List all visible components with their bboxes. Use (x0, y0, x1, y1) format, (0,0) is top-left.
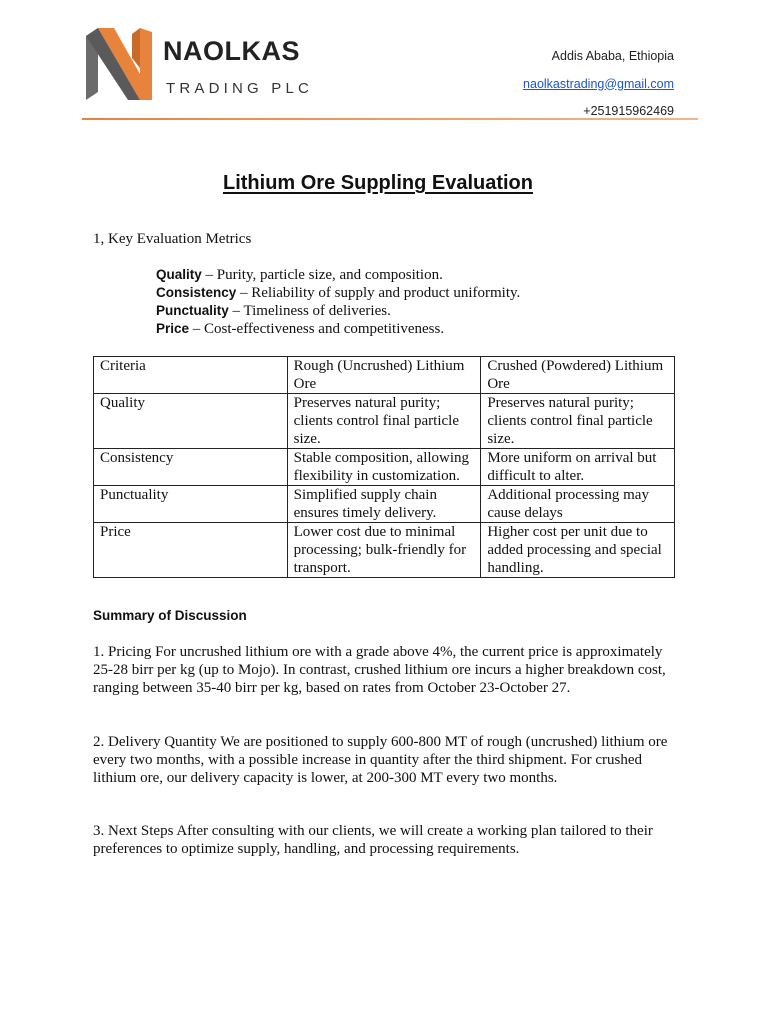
metric-term: Punctuality (156, 303, 229, 318)
table-cell: More uniform on arrival but difficult to alter. (481, 449, 675, 486)
metric-desc: – Timeliness of deliveries. (228, 303, 391, 319)
metric-item (156, 266, 520, 284)
metric-term: Price (156, 321, 190, 336)
table-row (94, 394, 675, 449)
table-cell: Price (94, 523, 288, 578)
metrics-heading: 1, Key Evaluation Metrics (93, 231, 252, 247)
table-row (94, 523, 675, 578)
metric-item (156, 320, 520, 338)
paragraph-next-steps: 3. Next Steps After consulting with our clients, we will create a working plan tailored to their preferences to optimize supply, handling, and processing requirements. (93, 823, 653, 857)
table-header-cell: Rough (Uncrushed) Lithium Ore (287, 357, 481, 394)
table-cell: Higher cost per unit due to added processing and special handling. (481, 523, 675, 578)
table-cell: Additional processing may cause delays (481, 486, 675, 523)
paragraph-pricing: 1. Pricing For uncrushed lithium ore with a grade above 4%, the current price is approximately 25-28 birr per kg (up to Mojo). In contrast, crushed lithium ore incurs a higher breakdown cost, ranging between 35-40 birr per kg, based on rates from October 23-October 27. (93, 644, 666, 696)
table-row (94, 449, 675, 486)
table-cell: Stable composition, allowing flexibility in customization. (287, 449, 481, 486)
phone: +251915962469 (583, 104, 674, 118)
table-cell: Quality (94, 394, 288, 449)
email-link[interactable]: naolkastrading@gmail.com (523, 76, 674, 91)
metric-term: Quality (156, 267, 202, 282)
metric-desc: – Cost-effectiveness and competitiveness. (189, 321, 445, 337)
evaluation-table (93, 356, 675, 578)
n-logo-icon (84, 28, 156, 100)
contact-block (523, 43, 674, 126)
address: Addis Ababa, Ethiopia (551, 49, 674, 63)
metrics-list (156, 266, 520, 338)
table-cell: Lower cost due to minimal processing; bulk-friendly for transport. (287, 523, 481, 578)
metric-item (156, 284, 520, 302)
table-cell: Preserves natural purity; clients control final particle size. (481, 394, 675, 449)
metric-desc: – Reliability of supply and product uniformity. (236, 285, 521, 301)
table-cell: Preserves natural purity; clients control final particle size. (287, 394, 481, 449)
table-cell: Consistency (94, 449, 288, 486)
table-header-row (94, 357, 675, 394)
document-title-wrap (0, 172, 756, 195)
company-subtitle: TRADING PLC (166, 80, 314, 97)
metric-desc: – Purity, particle size, and composition. (201, 267, 443, 283)
table-cell: Punctuality (94, 486, 288, 523)
metric-item (156, 302, 520, 320)
paragraph-delivery: 2. Delivery Quantity We are positioned to supply 600-800 MT of rough (uncrushed) lithium ore every two months, with a possible increase in quantity after the third shipment. For crushed lithium ore, our delivery capacity is lower, at 200-300 MT every two months. (93, 734, 668, 786)
metric-term: Consistency (156, 285, 237, 300)
table-header-cell: Crushed (Powdered) Lithium Ore (481, 357, 675, 394)
summary-heading: Summary of Discussion (93, 608, 247, 623)
letterhead-divider (82, 118, 698, 120)
document-title: Lithium Ore Suppling Evaluation (222, 172, 533, 194)
table-cell: Simplified supply chain ensures timely delivery. (287, 486, 481, 523)
table-header-cell: Criteria (94, 357, 288, 394)
company-name: NAOLKAS (163, 36, 300, 66)
table-row (94, 486, 675, 523)
